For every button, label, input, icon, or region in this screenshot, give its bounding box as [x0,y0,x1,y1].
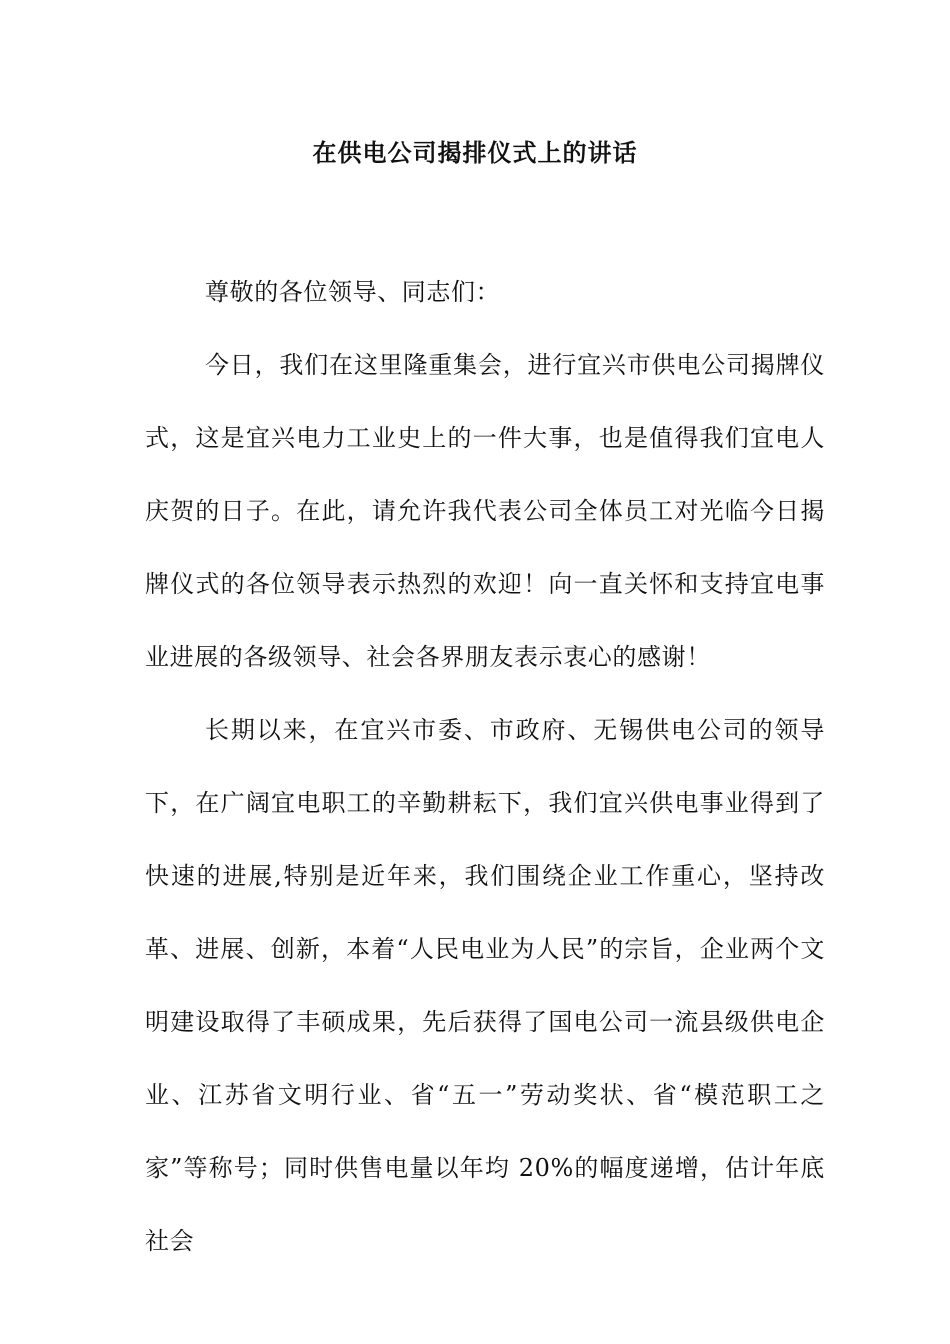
paragraph-opening: 今日，我们在这里隆重集会，进行宜兴市供电公司揭牌仪式，这是宜兴电力工业史上的一件大事，也是值得我们宜电人庆贺的日子。在此，请允许我代表公司全体员工对光临今日揭牌仪式的各位领导表示热烈的欢迎！向一直关怀和支持宜电事业进展的各级领导、社会各界朋友表示衷心的感谢！ [145,351,825,671]
document-title: 在供电公司揭排仪式上的讲话 [312,138,638,167]
paragraph-achievements: 长期以来，在宜兴市委、市政府、无锡供电公司的领导下，在广阔宜电职工的辛勤耕耘下，我们宜兴供电事业得到了快速的进展,特别是近年来，我们围绕企业工作重心，坚持改革、进展、创新，本着“人民电业为人民”的宗旨，企业两个文明建设取得了丰硕成果，先后获得了国电公司一流县级供电企业、江苏省文明行业、省“五一”劳动奖状、省“模范职工之家”等称号；同时供售电量以年均 20%的幅度递增，估计年底社会 [145,716,825,1255]
document-body [145,256,825,1278]
paragraph-greeting: 尊敬的各位领导、同志们： [205,278,501,306]
